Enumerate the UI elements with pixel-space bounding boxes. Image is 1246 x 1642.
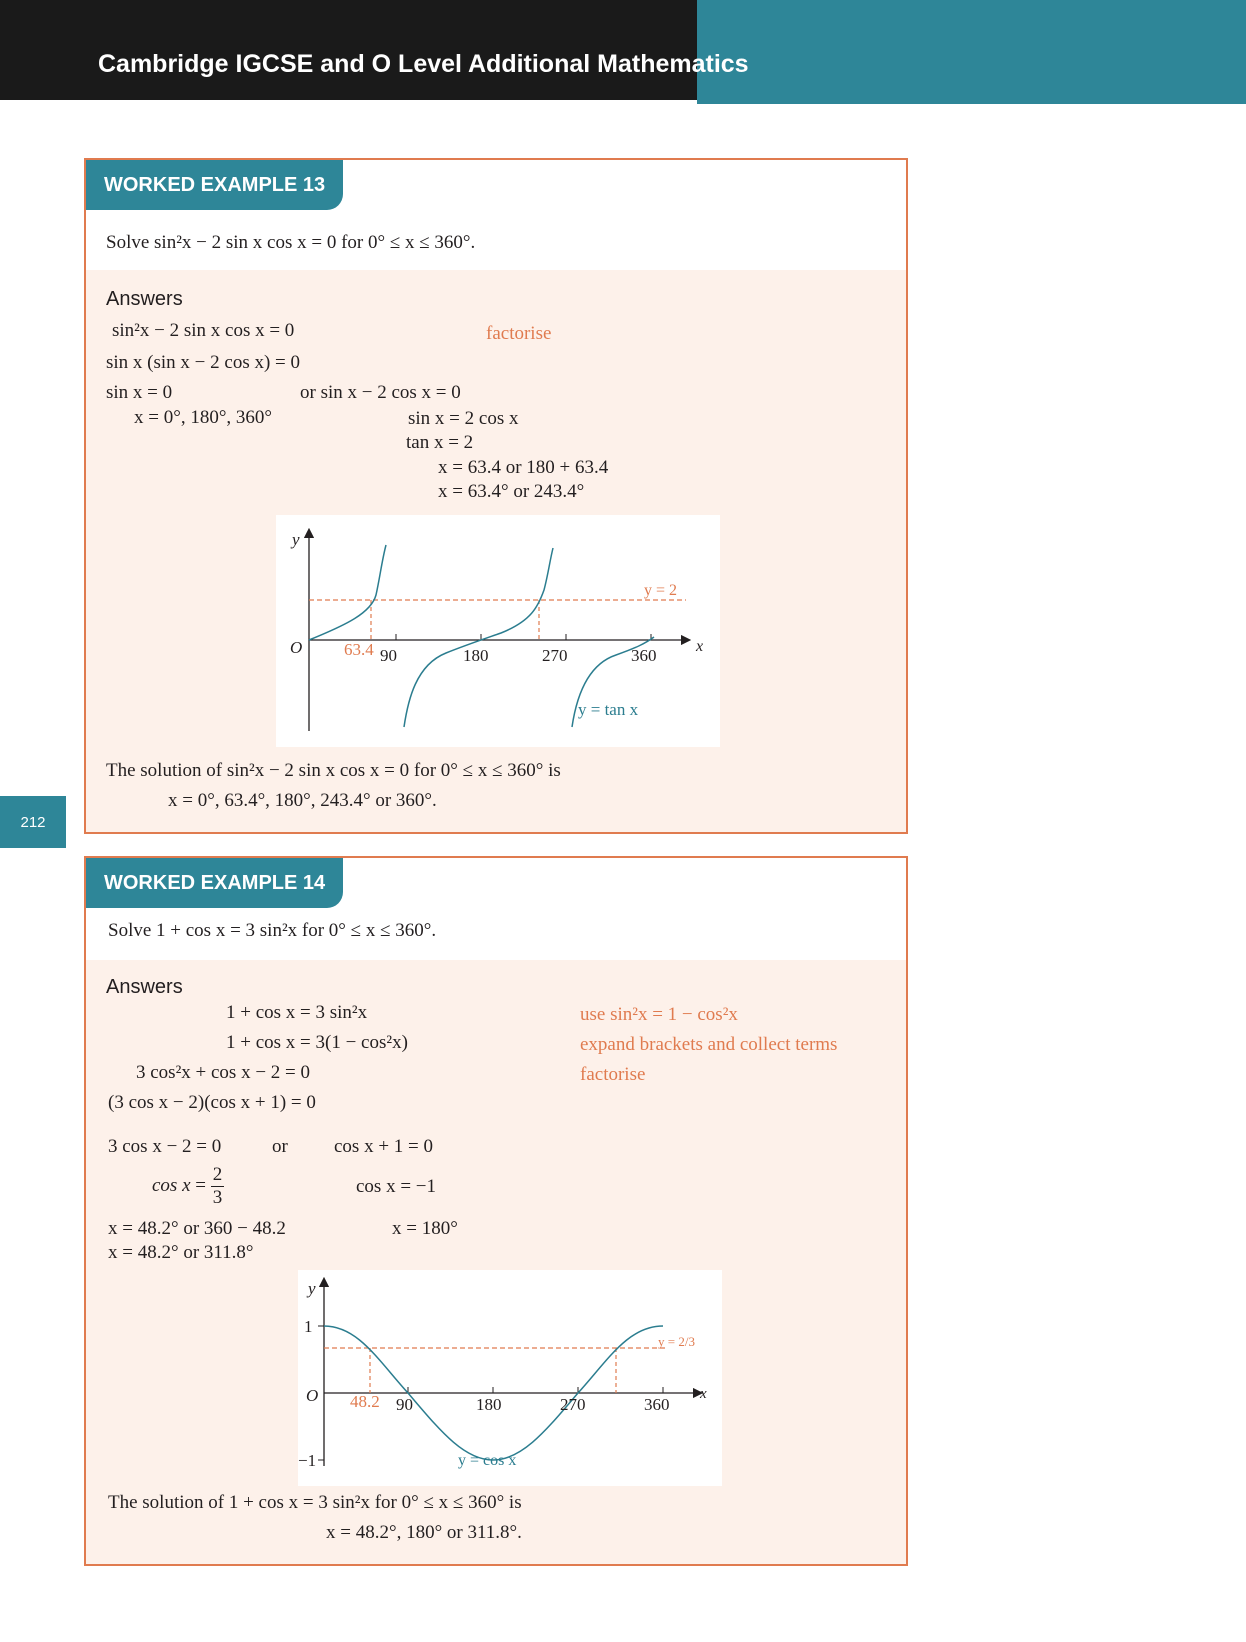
curve-label: y = cos x [458, 1452, 517, 1469]
step-line: cos x = −1 [356, 1176, 437, 1197]
tick-label: 360 [631, 646, 657, 665]
solution-line: x = 0°, 63.4°, 180°, 243.4° or 360°. [168, 790, 437, 811]
example-tab: WORKED EXAMPLE 13 [86, 160, 343, 210]
step-line: x = 63.4° or 243.4° [438, 481, 585, 502]
fraction-two-thirds: $\frac{2}{3}$ [212, 1164, 223, 1208]
y-tick-label: −1 [298, 1451, 317, 1470]
x-axis-label: x [700, 1386, 707, 1402]
step-line-fraction [152, 1164, 224, 1209]
answers-label: Answers [106, 288, 183, 310]
tick-label: 180 [476, 1395, 502, 1414]
step-line: x = 48.2° or 360 − 48.2 [108, 1218, 286, 1239]
tick-label: 90 [380, 646, 397, 665]
step-line: sin²x − 2 sin x cos x = 0 [112, 320, 295, 341]
note: use sin²x = 1 − cos²x [580, 1004, 738, 1025]
page-number: 212 [0, 796, 66, 848]
step-line: 1 + cos x = 3 sin²x [226, 1002, 368, 1023]
header-accent [697, 0, 1246, 104]
step-line: x = 0°, 180°, 360° [134, 407, 273, 428]
step-line: sin x = 2 cos x [408, 408, 519, 429]
step-line: or sin x − 2 cos x = 0 [300, 382, 461, 403]
y-tick-label: 1 [304, 1317, 313, 1336]
solution-line: The solution of 1 + cos x = 3 sin²x for 0° ≤ x ≤ 360° is [108, 1492, 522, 1513]
step-line: x = 48.2° or 311.8° [108, 1242, 254, 1263]
tan-graph [276, 515, 720, 747]
answers-label: Answers [106, 976, 183, 998]
origin-label: O [306, 1386, 319, 1405]
step-line: 3 cos²x + cos x − 2 = 0 [136, 1062, 310, 1083]
question: Solve 1 + cos x = 3 sin²x for 0° ≤ x ≤ 360°. [108, 920, 437, 941]
question: Solve sin²x − 2 sin x cos x = 0 for 0° ≤ x ≤ 360°. [106, 232, 476, 253]
marker-label: 63.4 [344, 640, 374, 659]
curve-label: y = tan x [578, 700, 639, 719]
step-line: x = 180° [392, 1218, 458, 1239]
tick-label: 180 [463, 646, 489, 665]
tan-branch-1 [309, 545, 386, 640]
tick-label: 270 [542, 646, 568, 665]
step-line: 1 + cos x = 3(1 − cos²x) [226, 1032, 408, 1053]
y-axis-label: y [308, 1279, 316, 1298]
tan-branch-2 [404, 548, 553, 727]
cos-graph [298, 1270, 722, 1486]
step-line: (3 cos x − 2)(cos x + 1) = 0 [108, 1092, 316, 1113]
origin-label: O [290, 638, 303, 657]
solution-line: x = 48.2°, 180° or 311.8°. [326, 1522, 522, 1543]
worked-example-13 [84, 158, 908, 834]
tick-label: 270 [560, 1395, 586, 1414]
step-line: sin x = 0 [106, 382, 173, 403]
step-line: cos x + 1 = 0 [334, 1136, 434, 1157]
marker-label: 48.2 [350, 1392, 380, 1411]
cos-x-equals: cos x = [152, 1174, 211, 1196]
y-axis-label: y [292, 530, 300, 549]
step-line: tan x = 2 [406, 432, 474, 453]
note: expand brackets and collect terms [580, 1034, 838, 1055]
example-tab: WORKED EXAMPLE 14 [86, 858, 343, 908]
note: factorise [580, 1064, 646, 1085]
x-axis-label: x [696, 638, 704, 655]
worked-example-14 [84, 856, 908, 1566]
step-line: x = 63.4 or 180 + 63.4 [438, 457, 609, 478]
step-line: sin x (sin x − 2 cos x) = 0 [106, 352, 301, 373]
step-line: 3 cos x − 2 = 0 [108, 1136, 222, 1157]
tick-label: 360 [644, 1395, 670, 1414]
book-title: Cambridge IGCSE and O Level Additional Mathematics [98, 50, 749, 78]
line-label: y = 2/3 [658, 1334, 695, 1349]
note-factorise: factorise [486, 323, 552, 344]
solution-line: The solution of sin²x − 2 sin x cos x = 0 for 0° ≤ x ≤ 360° is [106, 760, 561, 781]
tick-label: 90 [396, 1395, 413, 1414]
line-label: y = 2 [644, 582, 678, 599]
step-line: or [272, 1136, 288, 1157]
